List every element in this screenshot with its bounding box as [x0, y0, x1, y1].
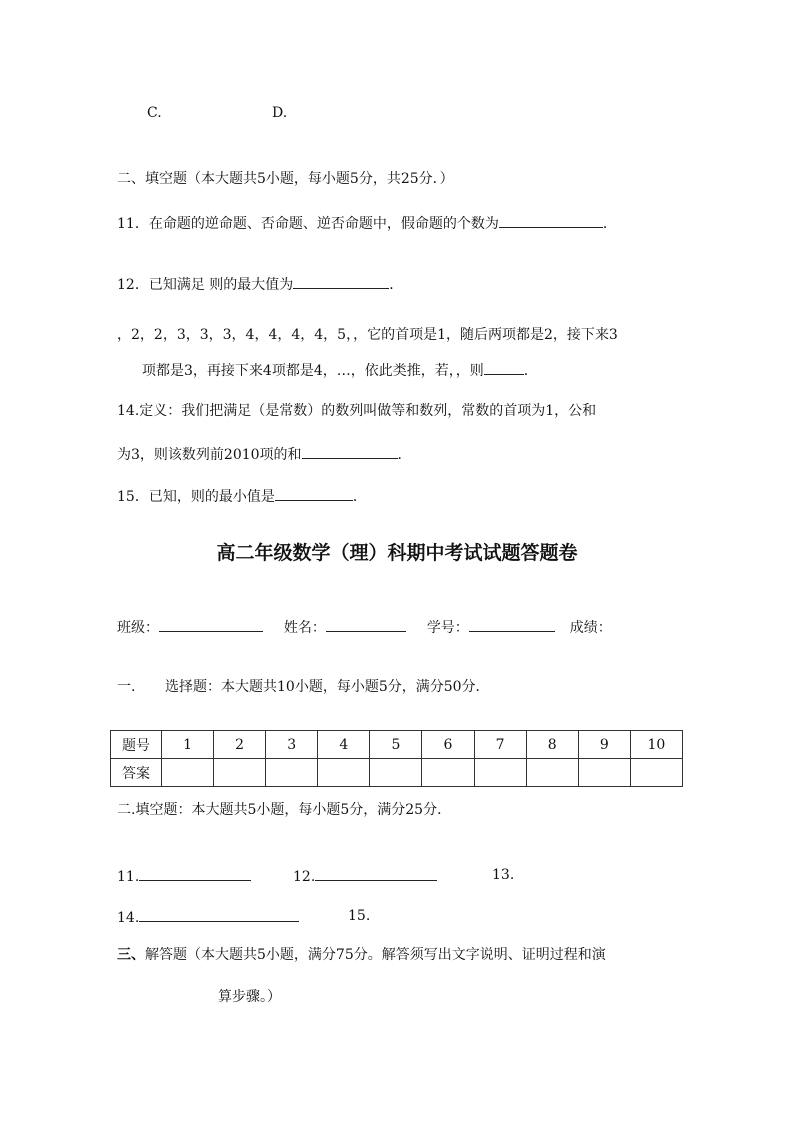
- q12-end: ．: [389, 277, 404, 293]
- question-number-cell: 1: [162, 731, 214, 759]
- answer-cell[interactable]: [474, 759, 526, 787]
- table-row: [111, 759, 683, 787]
- q15-end: ．: [352, 489, 367, 505]
- question-number-cell: 2: [214, 731, 266, 759]
- question-number-cell: 6: [422, 731, 474, 759]
- q14-end: ．: [397, 447, 412, 463]
- score-label: 成绩：: [569, 620, 612, 636]
- class-label: 班级：: [117, 620, 159, 636]
- section1-heading: 一.: [117, 679, 136, 695]
- student-id-field[interactable]: [469, 617, 555, 632]
- blank-11: [117, 866, 251, 886]
- section3-num: 三、: [117, 947, 145, 963]
- blank-13: [492, 866, 514, 884]
- question-11: [117, 213, 617, 233]
- q13-blank[interactable]: [484, 360, 524, 375]
- name-field[interactable]: [326, 617, 406, 632]
- blank-14: [117, 907, 299, 927]
- answer-cell[interactable]: [162, 759, 214, 787]
- q11-text: 11．在命题的逆命题、否命题、逆否命题中，假命题的个数为: [117, 216, 499, 232]
- question-number-cell: 4: [318, 731, 370, 759]
- answer-cell[interactable]: [526, 759, 578, 787]
- question-13-line1: ，2，2，3，3，3，4，4，4，4，5，，它的首项是1，随后两项都是2，接下来3: [117, 327, 618, 343]
- question-number-cell: 7: [474, 731, 526, 759]
- name-label: 姓名：: [283, 620, 326, 636]
- q11-blank[interactable]: [499, 213, 603, 228]
- question-14-line1: 14.定义：我们把满足（是常数）的数列叫做等和数列，常数的首项为1，公和: [117, 403, 597, 419]
- table-row: [111, 731, 683, 759]
- question-number-cell: 5: [370, 731, 422, 759]
- blank-12-label: 12.: [293, 869, 316, 885]
- answer-cell[interactable]: [630, 759, 682, 787]
- student-id-label: 学号：: [426, 620, 469, 636]
- question-number-cell: 10: [630, 731, 682, 759]
- section2-sheet-text: 填空题：本大题共5小题，每小题5分，满分25分．: [135, 802, 452, 818]
- blank-11-line[interactable]: [139, 866, 251, 881]
- answer-cell[interactable]: [370, 759, 422, 787]
- option-c: C.: [147, 105, 162, 121]
- answer-cell[interactable]: [318, 759, 370, 787]
- section3-line2: 算步骤。）: [218, 989, 281, 1005]
- answer-cell[interactable]: [578, 759, 630, 787]
- q15-text: 15．已知，则的最小值是: [117, 489, 275, 505]
- answer-sheet-title: 高二年级数学（理）科期中考试试题答题卷: [216, 542, 578, 564]
- answer-table: [110, 730, 683, 787]
- blank-12-line[interactable]: [315, 866, 437, 881]
- class-field[interactable]: [159, 617, 263, 632]
- option-d: D.: [272, 105, 288, 121]
- section2-heading: 二、填空题（本大题共5小题，每小题5分，共25分．）: [117, 171, 454, 187]
- answer-cell[interactable]: [266, 759, 318, 787]
- blank-14-label: 14.: [117, 910, 140, 926]
- blank-11-label: 11.: [117, 869, 140, 885]
- question-14-line2: [117, 444, 412, 464]
- answer-cell[interactable]: [214, 759, 266, 787]
- blank-13-label: 13.: [492, 867, 515, 883]
- question-number-cell: 8: [526, 731, 578, 759]
- question-15: [117, 486, 367, 506]
- question-13-line2: [142, 360, 538, 380]
- question-12: [117, 274, 403, 294]
- q13-text: 项都是3，再接下来4项都是4，…，依此类推，若，，则: [142, 363, 484, 379]
- section2-sheet-heading: [117, 801, 451, 819]
- section3-heading: [117, 946, 606, 964]
- q14-text: 为3，则该数列前2010项的和: [117, 447, 302, 463]
- q13-end: ．: [523, 363, 538, 379]
- q14-blank[interactable]: [302, 444, 398, 459]
- row-header-answer: 答案: [111, 759, 162, 787]
- q11-end: ．: [602, 216, 617, 232]
- q12-blank[interactable]: [293, 274, 389, 289]
- blank-15: [348, 907, 370, 925]
- blank-12: [293, 866, 437, 886]
- row-header-number: 题号: [111, 731, 162, 759]
- q12-text: 12．已知满足 则的最大值为: [117, 277, 294, 293]
- student-info-row: [117, 617, 612, 637]
- blank-14-line[interactable]: [139, 907, 299, 922]
- answer-cell[interactable]: [422, 759, 474, 787]
- q15-blank[interactable]: [275, 486, 353, 501]
- section2-sheet-num: 二.: [117, 802, 136, 818]
- blank-15-label: 15.: [348, 908, 371, 924]
- section1-text: 选择题：本大题共10小题，每小题5分，满分50分．: [165, 679, 490, 695]
- question-number-cell: 3: [266, 731, 318, 759]
- section3-line1: 解答题（本大题共5小题，满分75分。解答须写出文字说明、证明过程和演: [145, 947, 606, 963]
- question-number-cell: 9: [578, 731, 630, 759]
